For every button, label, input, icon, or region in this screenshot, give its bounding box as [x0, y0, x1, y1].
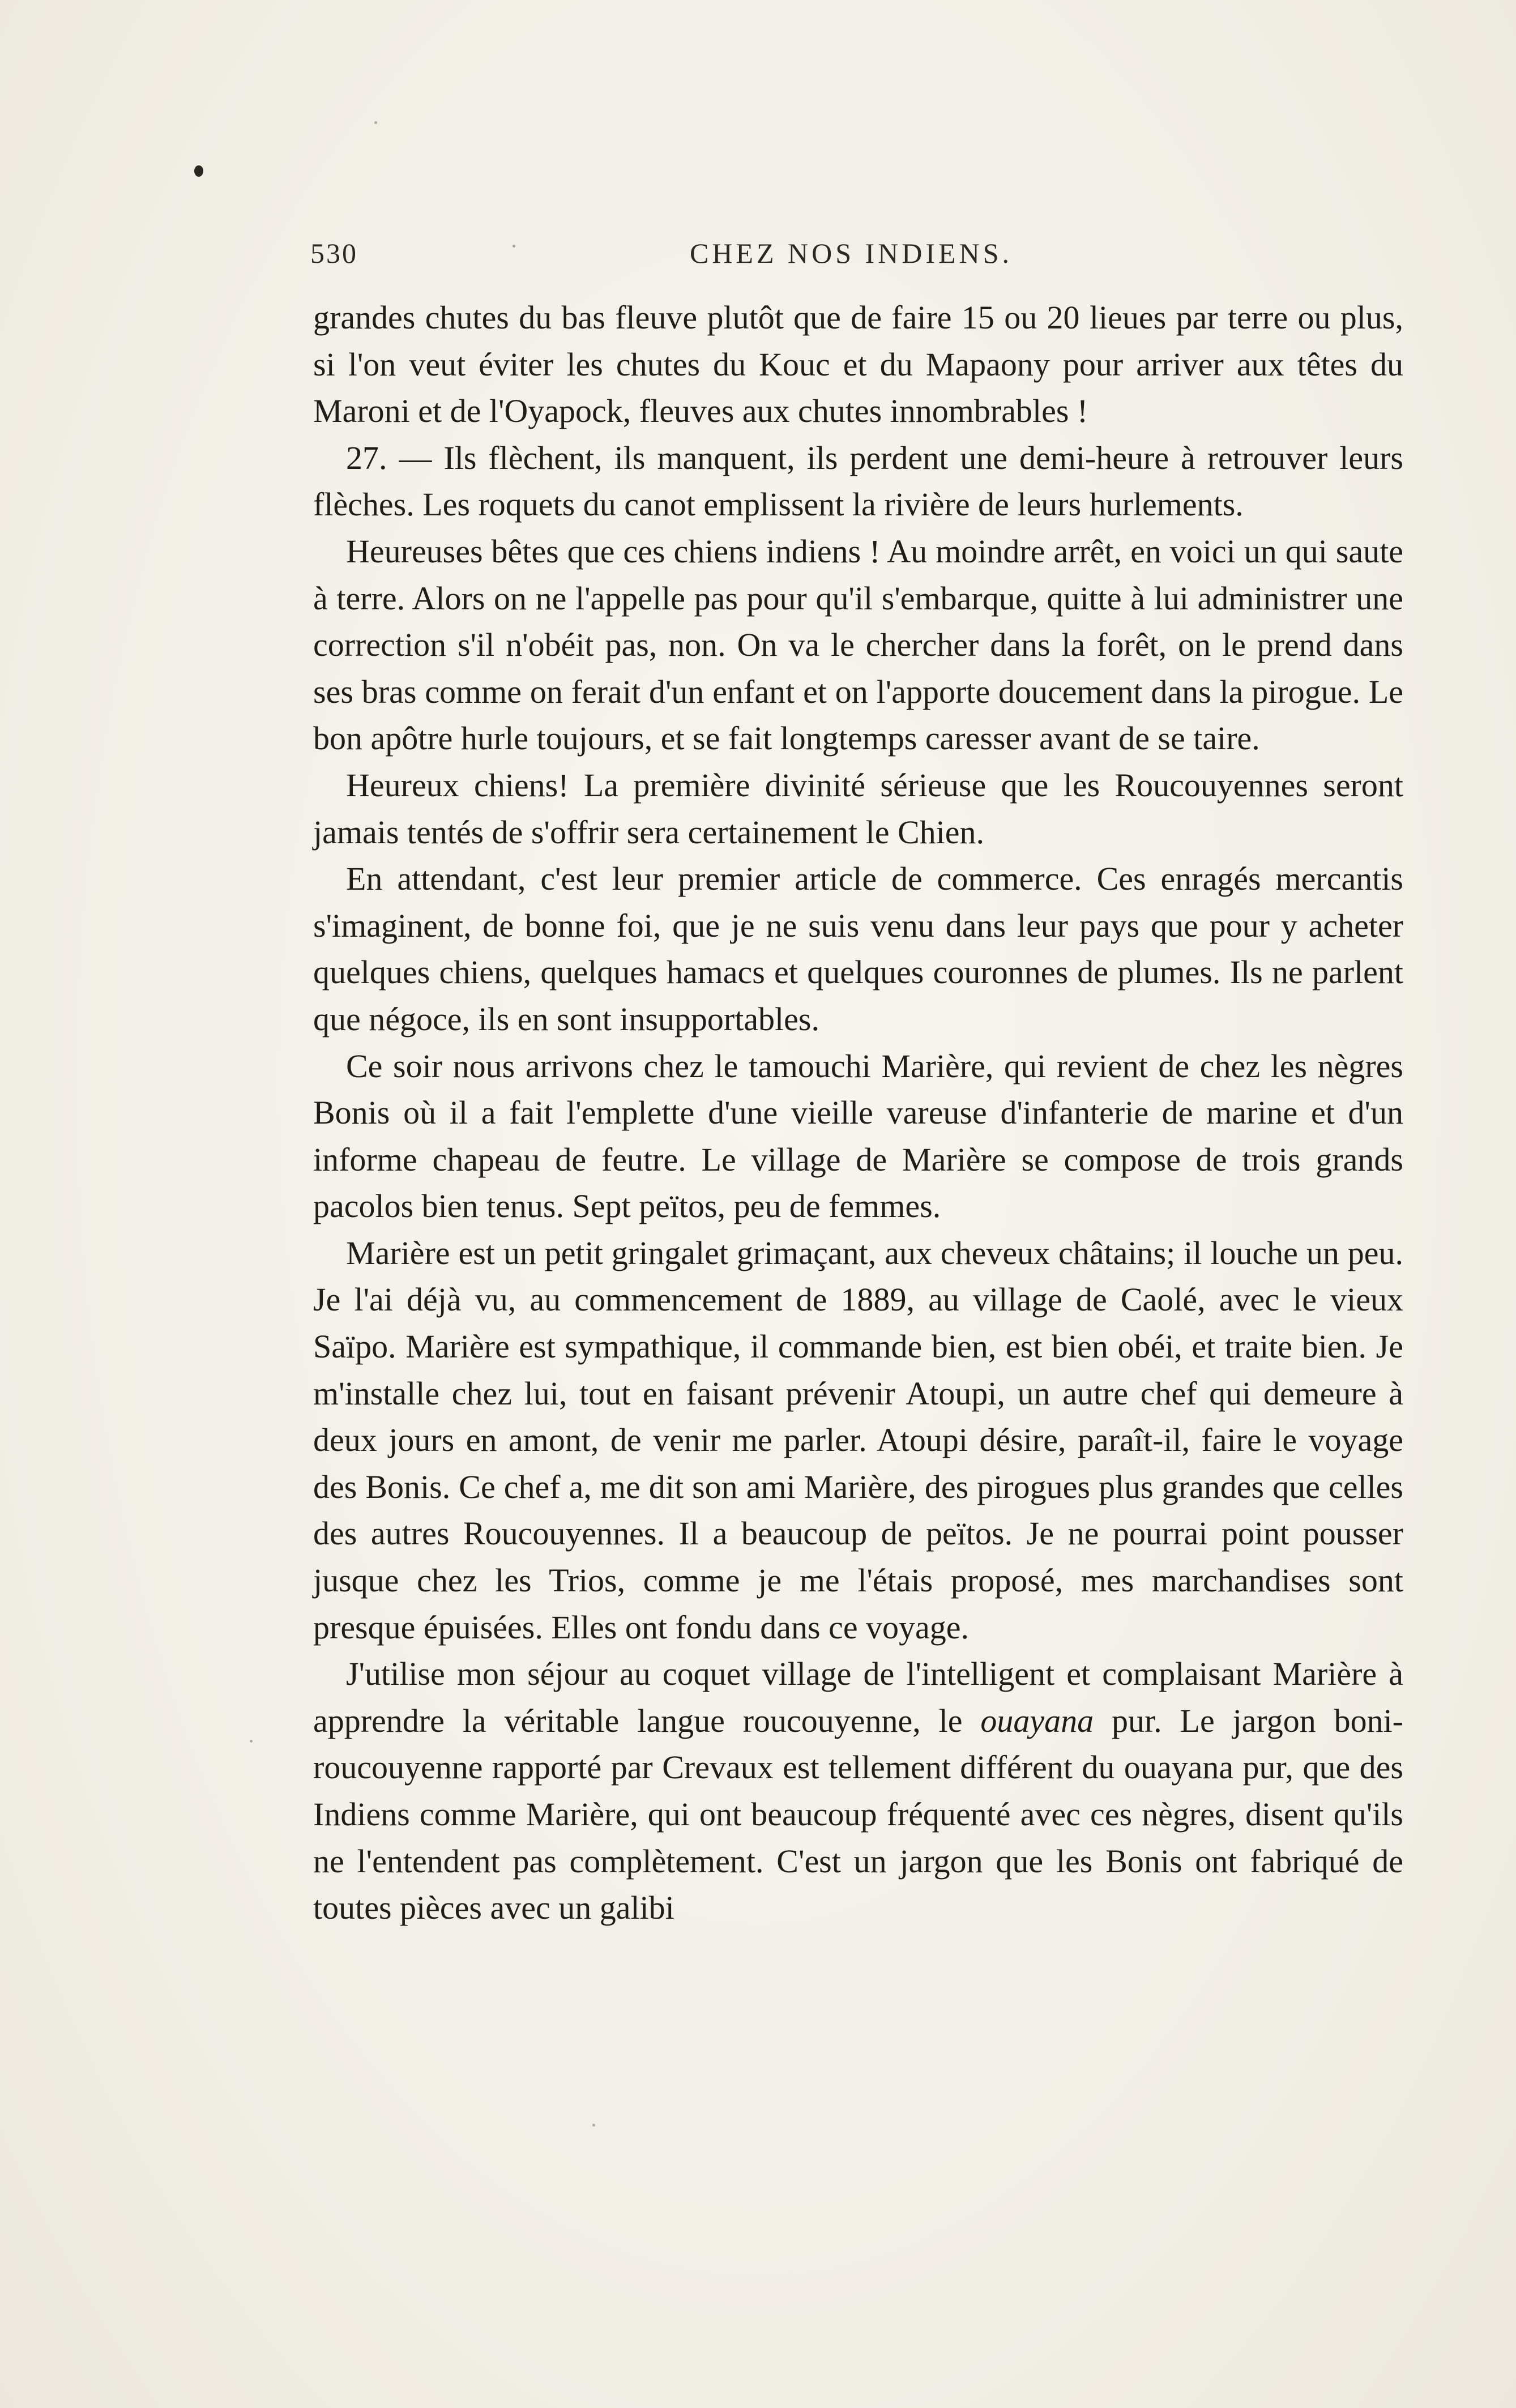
page-header: [310, 237, 1392, 276]
paragraph: Heureux chiens! La première divinité sérieuse que les Roucouyennes seront jamais tentés de s'offrir sera certainement le Chien.: [313, 766, 1403, 851]
running-head: CHEZ NOS INDIENS.: [689, 237, 1013, 269]
paragraph: 27. — Ils flèchent, ils manquent, ils perdent une demi-heure à retrouver leurs flèches. Les roquets du canot emplissent la rivière de leurs hurlements.: [313, 439, 1403, 523]
paragraph: Heureuses bêtes que ces chiens indiens ! Au moindre arrêt, en voici un qui saute à terre. Alors on ne l'appelle pas pour qu'il s'embarque, quitte à lui administrer une correction s'il n'obéit pas, non. On va le chercher dans la forêt, on le prend dans ses bras comme on ferait d'un enfant et on l'apporte doucement dans la pirogue. Le bon apôtre hurle toujours, et se fait longtemps caresser avant de se taire.: [313, 532, 1403, 757]
page-number: 530: [310, 237, 358, 269]
paragraph: Marière est un petit gringalet grimaçant, aux cheveux châtains; il louche un peu. Je l'ai déjà vu, au commencement de 1889, au village de Caolé, avec le vieux Saïpo. Marière est sympathique, il commande bien, est bien obéi, et traite bien. Je m'installe chez lui, tout en faisant prévenir Atoupi, un autre chef qui demeure à deux jours en amont, de venir me parler. Atoupi désire, paraît-il, faire le voyage des Bonis. Ce chef a, me dit son ami Marière, des pirogues plus grandes que celles des autres Roucouyennes. Il a beaucoup de peïtos. Je ne pourrai point pousser jusque chez les Trios, comme je me l'étais proposé, mes marchandises sont presque épuisées. Elles ont fondu dans ce voyage.: [313, 1234, 1403, 1646]
paragraph: En attendant, c'est leur premier article de commerce. Ces enragés mercantis s'imaginent, de bonne foi, que je ne suis venu dans leur pays que pour y acheter quelques chiens, quelques hamacs et quelques couronnes de plumes. Ils ne parlent que négoce, ils en sont insupportables.: [313, 860, 1403, 1038]
paragraph: Ce soir nous arrivons chez le tamouchi Marière, qui revient de chez les nègres Bonis où il a fait l'emplette d'une vieille vareuse d'infanterie de marine et d'un informe chapeau de feutre. Le village de Marière se compose de trois grands pacolos bien tenus. Sept peïtos, peu de femmes.: [313, 1047, 1403, 1225]
paragraph: grandes chutes du bas fleuve plutôt que de faire 15 ou 20 lieues par terre ou plus, si l'on veut éviter les chutes du Kouc et du Mapaony pour arriver aux têtes du Maroni et de l'Oyapock, fleuves aux chutes innombrables !: [313, 299, 1403, 430]
paragraph: [313, 1651, 1403, 1932]
italic-term: ouayana: [980, 1702, 1094, 1739]
paragraph-text: pur. Le jargon boni-roucouyenne rapporté par Crevaux est tellement différent du ouayana pur, que des Indiens comme Marière, qui ont beaucoup fréquenté avec ces nègres, disent qu'ils ne l'entendent pas complètement. C'est un jargon que les Bonis ont fabriqué de toutes pièces avec un galibi: [313, 1702, 1403, 1927]
ink-speck: [250, 1740, 253, 1743]
ink-speck: [592, 2124, 595, 2127]
body-text: [313, 294, 1403, 1932]
ink-speck: [194, 165, 203, 177]
paragraph-text: J'utilise mon séjour au coquet village de l'intelligent et complaisant Marière à apprendre la véritable langue roucouyenne, le: [313, 1655, 1403, 1739]
ink-speck: [374, 121, 377, 124]
